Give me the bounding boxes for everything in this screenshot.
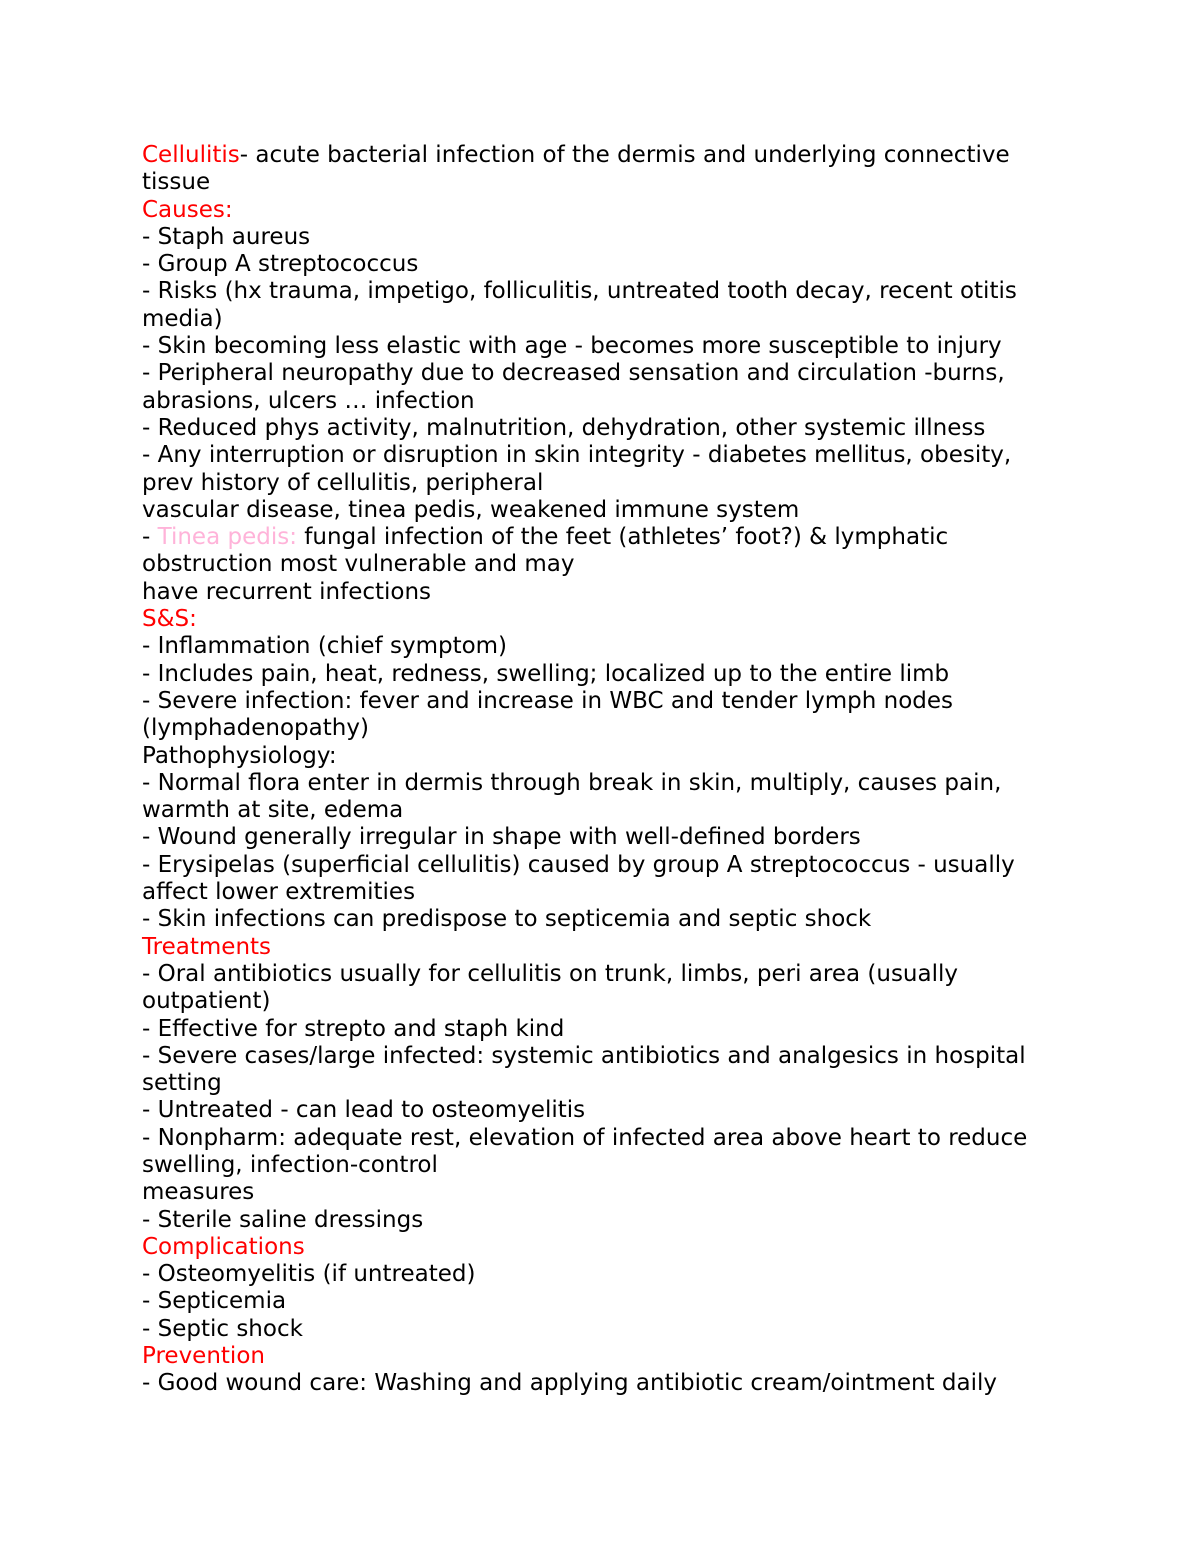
heading-causes: Causes: <box>142 196 233 223</box>
treatment-item: - Sterile saline dressings <box>142 1206 424 1233</box>
patho-item: affect lower extremities <box>142 879 416 906</box>
treatment-item: outpatient) <box>142 988 271 1015</box>
document-page <box>142 142 1062 1398</box>
patho-item: - Erysipelas (superficial cellulitis) caused by group A streptococcus - usually <box>142 851 1015 878</box>
patho-item: warmth at site, edema <box>142 797 404 824</box>
prevention-item: - Good wound care: Washing and applying antibiotic cream/ointment daily <box>142 1370 997 1397</box>
treatment-item: swelling, infection-control <box>142 1151 438 1178</box>
causes-item: - Skin becoming less elastic with age - becomes more susceptible to injury <box>142 333 1002 360</box>
complication-item: - Septicemia <box>142 1288 287 1315</box>
signs-item: (lymphadenopathy) <box>142 715 369 742</box>
complication-item: - Osteomyelitis (if untreated) <box>142 1261 476 1288</box>
causes-item: obstruction most vulnerable and may <box>142 551 575 578</box>
heading-complications: Complications <box>142 1233 305 1260</box>
patho-item: - Wound generally irregular in shape with well-defined borders <box>142 824 861 851</box>
term-tinea-pedis: Tinea pedis: <box>157 524 297 551</box>
signs-item: - Includes pain, heat, redness, swelling; localized up to the entire limb <box>142 660 950 687</box>
causes-item: have recurrent infections <box>142 578 432 605</box>
complication-item: - Septic shock <box>142 1315 303 1342</box>
heading-treatments: Treatments <box>142 933 272 960</box>
treatment-item: - Oral antibiotics usually for cellulitis on trunk, limbs, peri area (usually <box>142 960 958 987</box>
causes-item: - Reduced phys activity, malnutrition, dehydration, other systemic illness <box>142 414 986 441</box>
patho-item: - Skin infections can predispose to septicemia and septic shock <box>142 906 872 933</box>
treatment-item: - Untreated - can lead to osteomyelitis <box>142 1097 586 1124</box>
signs-item: - Inflammation (chief symptom) <box>142 633 508 660</box>
treatment-item: - Effective for strepto and staph kind <box>142 1015 565 1042</box>
causes-item: - Staph aureus <box>142 223 311 250</box>
intro-line-2: tissue <box>142 169 211 196</box>
causes-item: - Peripheral neuropathy due to decreased sensation and circulation -burns, <box>142 360 1005 387</box>
tinea-dash: - <box>142 524 158 551</box>
treatment-item: - Severe cases/large infected: systemic antibiotics and analgesics in hospital <box>142 1042 1026 1069</box>
treatment-item: measures <box>142 1179 255 1206</box>
causes-item-tinea <box>142 524 1062 551</box>
causes-item: prev history of cellulitis, peripheral <box>142 469 544 496</box>
treatment-item: - Nonpharm: adequate rest, elevation of infected area above heart to reduce <box>142 1124 1028 1151</box>
causes-item: abrasions, ulcers … infection <box>142 387 475 414</box>
term-cellulitis: Cellulitis <box>142 142 240 168</box>
treatment-item: setting <box>142 1070 222 1097</box>
intro-line-1 <box>142 142 1062 169</box>
causes-item: media) <box>142 305 223 332</box>
causes-item: - Any interruption or disruption in skin integrity - diabetes mellitus, obesity, <box>142 442 1012 469</box>
heading-pathophysiology: Pathophysiology: <box>142 742 337 769</box>
heading-signs-symptoms: S&S: <box>142 606 197 633</box>
tinea-definition: fungal infection of the feet (athletes’ foot?) & lymphatic <box>296 524 949 551</box>
heading-prevention: Prevention <box>142 1343 265 1370</box>
causes-item: vascular disease, tinea pedis, weakened immune system <box>142 496 800 523</box>
signs-item: - Severe infection: fever and increase in WBC and tender lymph nodes <box>142 687 954 714</box>
causes-item: - Risks (hx trauma, impetigo, folliculitis, untreated tooth decay, recent otitis <box>142 278 1017 305</box>
causes-item: - Group A streptococcus <box>142 251 419 278</box>
patho-item: - Normal flora enter in dermis through break in skin, multiply, causes pain, <box>142 769 1002 796</box>
cellulitis-definition: - acute bacterial infection of the dermis and underlying connective <box>239 142 1010 168</box>
